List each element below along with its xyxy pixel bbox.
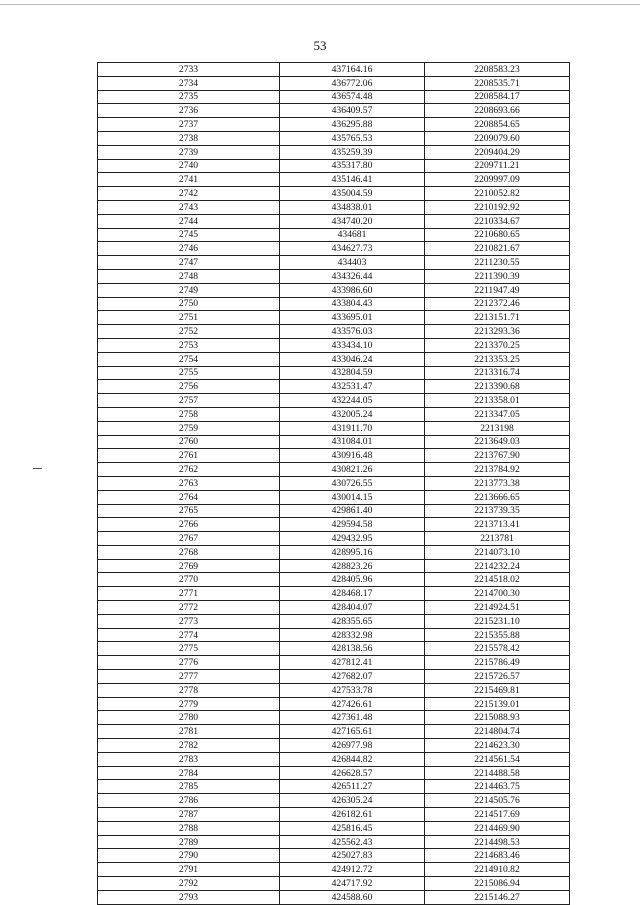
point-number-cell: 2793	[98, 890, 280, 904]
point-number-cell: 2746	[98, 242, 280, 256]
coordinates-table-container	[97, 62, 569, 905]
table-row	[98, 849, 570, 863]
x-coordinate-cell: 437164.16	[280, 63, 425, 77]
y-coordinate-cell: 2215088.93	[425, 711, 570, 725]
x-coordinate-cell: 431084.01	[280, 435, 425, 449]
x-coordinate-cell: 433804.43	[280, 297, 425, 311]
table-row	[98, 297, 570, 311]
y-coordinate-cell: 2214683.46	[425, 849, 570, 863]
table-row	[98, 490, 570, 504]
x-coordinate-cell: 433695.01	[280, 311, 425, 325]
point-number-cell: 2789	[98, 835, 280, 849]
table-row	[98, 601, 570, 615]
table-row	[98, 394, 570, 408]
point-number-cell: 2763	[98, 476, 280, 490]
point-number-cell: 2768	[98, 545, 280, 559]
y-coordinate-cell: 2214073.10	[425, 545, 570, 559]
x-coordinate-cell: 427426.61	[280, 697, 425, 711]
point-number-cell: 2748	[98, 269, 280, 283]
x-coordinate-cell: 426844.82	[280, 752, 425, 766]
x-coordinate-cell: 424912.72	[280, 863, 425, 877]
table-row	[98, 518, 570, 532]
x-coordinate-cell: 427812.41	[280, 656, 425, 670]
x-coordinate-cell: 428405.96	[280, 573, 425, 587]
point-number-cell: 2783	[98, 752, 280, 766]
x-coordinate-cell: 433576.03	[280, 325, 425, 339]
table-row	[98, 311, 570, 325]
table-row	[98, 242, 570, 256]
y-coordinate-cell: 2212372.46	[425, 297, 570, 311]
y-coordinate-cell: 2213390.68	[425, 380, 570, 394]
table-row	[98, 463, 570, 477]
x-coordinate-cell: 432005.24	[280, 407, 425, 421]
y-coordinate-cell: 2213739.35	[425, 504, 570, 518]
point-number-cell: 2777	[98, 670, 280, 684]
point-number-cell: 2761	[98, 449, 280, 463]
table-row	[98, 118, 570, 132]
table-row	[98, 628, 570, 642]
point-number-cell: 2757	[98, 394, 280, 408]
table-row	[98, 131, 570, 145]
table-row	[98, 421, 570, 435]
table-row	[98, 739, 570, 753]
y-coordinate-cell: 2213370.25	[425, 338, 570, 352]
y-coordinate-cell: 2214623.30	[425, 739, 570, 753]
y-coordinate-cell: 2213773.38	[425, 476, 570, 490]
table-row	[98, 863, 570, 877]
x-coordinate-cell: 434740.20	[280, 214, 425, 228]
point-number-cell: 2770	[98, 573, 280, 587]
point-number-cell: 2786	[98, 794, 280, 808]
y-coordinate-cell: 2213358.01	[425, 394, 570, 408]
table-row	[98, 90, 570, 104]
x-coordinate-cell: 429594.58	[280, 518, 425, 532]
point-number-cell: 2791	[98, 863, 280, 877]
table-row	[98, 559, 570, 573]
table-row	[98, 697, 570, 711]
table-row	[98, 173, 570, 187]
table-row	[98, 187, 570, 201]
y-coordinate-cell: 2214910.82	[425, 863, 570, 877]
x-coordinate-cell: 430916.48	[280, 449, 425, 463]
table-row	[98, 63, 570, 77]
point-number-cell: 2790	[98, 849, 280, 863]
y-coordinate-cell: 2213713.41	[425, 518, 570, 532]
point-number-cell: 2767	[98, 532, 280, 546]
page-number: 53	[313, 38, 327, 53]
y-coordinate-cell: 2215146.27	[425, 890, 570, 904]
x-coordinate-cell: 428823.26	[280, 559, 425, 573]
table-row	[98, 725, 570, 739]
table-row	[98, 877, 570, 891]
table-row	[98, 269, 570, 283]
point-number-cell: 2754	[98, 352, 280, 366]
x-coordinate-cell: 433986.60	[280, 283, 425, 297]
x-coordinate-cell: 426182.61	[280, 808, 425, 822]
y-coordinate-cell: 2214469.90	[425, 821, 570, 835]
x-coordinate-cell: 428995.16	[280, 545, 425, 559]
y-coordinate-cell: 2214518.02	[425, 573, 570, 587]
point-number-cell: 2785	[98, 780, 280, 794]
x-coordinate-cell: 435765.53	[280, 131, 425, 145]
y-coordinate-cell: 2213781	[425, 532, 570, 546]
table-row	[98, 656, 570, 670]
table-row	[98, 711, 570, 725]
point-number-cell: 2772	[98, 601, 280, 615]
point-number-cell: 2743	[98, 200, 280, 214]
table-row	[98, 338, 570, 352]
x-coordinate-cell: 427165.61	[280, 725, 425, 739]
y-coordinate-cell: 2210334.67	[425, 214, 570, 228]
x-coordinate-cell: 434838.01	[280, 200, 425, 214]
point-number-cell: 2733	[98, 63, 280, 77]
table-row	[98, 352, 570, 366]
coordinates-table-body	[98, 63, 570, 905]
y-coordinate-cell: 2210192.92	[425, 200, 570, 214]
table-row	[98, 214, 570, 228]
y-coordinate-cell: 2215355.88	[425, 628, 570, 642]
y-coordinate-cell: 2213151.71	[425, 311, 570, 325]
y-coordinate-cell: 2215726.57	[425, 670, 570, 684]
table-row	[98, 808, 570, 822]
table-row	[98, 670, 570, 684]
x-coordinate-cell: 431911.70	[280, 421, 425, 435]
x-coordinate-cell: 426977.98	[280, 739, 425, 753]
table-row	[98, 228, 570, 242]
point-number-cell: 2773	[98, 614, 280, 628]
x-coordinate-cell: 435004.59	[280, 187, 425, 201]
y-coordinate-cell: 2214463.75	[425, 780, 570, 794]
point-number-cell: 2781	[98, 725, 280, 739]
x-coordinate-cell: 427533.78	[280, 683, 425, 697]
x-coordinate-cell: 436574.48	[280, 90, 425, 104]
point-number-cell: 2765	[98, 504, 280, 518]
point-number-cell: 2742	[98, 187, 280, 201]
point-number-cell: 2771	[98, 587, 280, 601]
y-coordinate-cell: 2215231.10	[425, 614, 570, 628]
point-number-cell: 2735	[98, 90, 280, 104]
y-coordinate-cell: 2213353.25	[425, 352, 570, 366]
x-coordinate-cell: 425562.43	[280, 835, 425, 849]
table-row	[98, 587, 570, 601]
y-coordinate-cell: 2213784.92	[425, 463, 570, 477]
y-coordinate-cell: 2214498.53	[425, 835, 570, 849]
table-row	[98, 256, 570, 270]
x-coordinate-cell: 430014.15	[280, 490, 425, 504]
x-coordinate-cell: 432531.47	[280, 380, 425, 394]
y-coordinate-cell: 2210052.82	[425, 187, 570, 201]
table-row	[98, 435, 570, 449]
table-row	[98, 821, 570, 835]
x-coordinate-cell: 426511.27	[280, 780, 425, 794]
table-row	[98, 104, 570, 118]
y-coordinate-cell: 2208693.66	[425, 104, 570, 118]
point-number-cell: 2753	[98, 338, 280, 352]
point-number-cell: 2778	[98, 683, 280, 697]
point-number-cell: 2741	[98, 173, 280, 187]
x-coordinate-cell: 429432.95	[280, 532, 425, 546]
x-coordinate-cell: 435259.39	[280, 145, 425, 159]
top-scan-edge-line	[0, 4, 640, 5]
point-number-cell: 2759	[98, 421, 280, 435]
y-coordinate-cell: 2214700.30	[425, 587, 570, 601]
y-coordinate-cell: 2213649.03	[425, 435, 570, 449]
table-row	[98, 794, 570, 808]
x-coordinate-cell: 425816.45	[280, 821, 425, 835]
point-number-cell: 2751	[98, 311, 280, 325]
y-coordinate-cell: 2209079.60	[425, 131, 570, 145]
table-row	[98, 532, 570, 546]
table-row	[98, 573, 570, 587]
table-row	[98, 283, 570, 297]
table-row	[98, 145, 570, 159]
x-coordinate-cell: 428355.65	[280, 614, 425, 628]
point-number-cell: 2788	[98, 821, 280, 835]
x-coordinate-cell: 428468.17	[280, 587, 425, 601]
x-coordinate-cell: 429861.40	[280, 504, 425, 518]
table-row	[98, 380, 570, 394]
point-number-cell: 2766	[98, 518, 280, 532]
point-number-cell: 2736	[98, 104, 280, 118]
y-coordinate-cell: 2215469.81	[425, 683, 570, 697]
x-coordinate-cell: 426305.24	[280, 794, 425, 808]
point-number-cell: 2782	[98, 739, 280, 753]
y-coordinate-cell: 2215578.42	[425, 642, 570, 656]
y-coordinate-cell: 2214517.69	[425, 808, 570, 822]
y-coordinate-cell: 2209711.21	[425, 159, 570, 173]
x-coordinate-cell: 434627.73	[280, 242, 425, 256]
point-number-cell: 2779	[98, 697, 280, 711]
y-coordinate-cell: 2214232.24	[425, 559, 570, 573]
x-coordinate-cell: 433046.24	[280, 352, 425, 366]
table-row	[98, 752, 570, 766]
coordinates-table	[97, 62, 570, 905]
y-coordinate-cell: 2208583.23	[425, 63, 570, 77]
x-coordinate-cell: 436772.06	[280, 76, 425, 90]
y-coordinate-cell: 2213316.74	[425, 366, 570, 380]
y-coordinate-cell: 2210821.67	[425, 242, 570, 256]
table-row	[98, 159, 570, 173]
table-row	[98, 325, 570, 339]
point-number-cell: 2739	[98, 145, 280, 159]
y-coordinate-cell: 2208584.17	[425, 90, 570, 104]
x-coordinate-cell: 434681	[280, 228, 425, 242]
margin-dash-mark	[33, 468, 42, 469]
point-number-cell: 2775	[98, 642, 280, 656]
x-coordinate-cell: 432244.05	[280, 394, 425, 408]
x-coordinate-cell: 436409.57	[280, 104, 425, 118]
y-coordinate-cell: 2213293.36	[425, 325, 570, 339]
x-coordinate-cell: 435317.80	[280, 159, 425, 173]
table-row	[98, 476, 570, 490]
point-number-cell: 2738	[98, 131, 280, 145]
x-coordinate-cell: 424717.92	[280, 877, 425, 891]
y-coordinate-cell: 2211390.39	[425, 269, 570, 283]
y-coordinate-cell: 2211947.49	[425, 283, 570, 297]
table-row	[98, 545, 570, 559]
y-coordinate-cell: 2214804.74	[425, 725, 570, 739]
x-coordinate-cell: 428138.56	[280, 642, 425, 656]
x-coordinate-cell: 434326.44	[280, 269, 425, 283]
y-coordinate-cell: 2210680.65	[425, 228, 570, 242]
y-coordinate-cell: 2213767.90	[425, 449, 570, 463]
point-number-cell: 2752	[98, 325, 280, 339]
table-row	[98, 766, 570, 780]
y-coordinate-cell: 2215139.01	[425, 697, 570, 711]
x-coordinate-cell: 427682.07	[280, 670, 425, 684]
table-row	[98, 407, 570, 421]
y-coordinate-cell: 2215086.94	[425, 877, 570, 891]
y-coordinate-cell: 2214561.54	[425, 752, 570, 766]
y-coordinate-cell: 2213347.05	[425, 407, 570, 421]
x-coordinate-cell: 436295.88	[280, 118, 425, 132]
point-number-cell: 2756	[98, 380, 280, 394]
y-coordinate-cell: 2214924.51	[425, 601, 570, 615]
table-row	[98, 614, 570, 628]
point-number-cell: 2784	[98, 766, 280, 780]
x-coordinate-cell: 430821.26	[280, 463, 425, 477]
table-row	[98, 683, 570, 697]
table-row	[98, 449, 570, 463]
x-coordinate-cell: 428332.98	[280, 628, 425, 642]
table-row	[98, 504, 570, 518]
table-row	[98, 642, 570, 656]
y-coordinate-cell: 2214505.76	[425, 794, 570, 808]
point-number-cell: 2762	[98, 463, 280, 477]
y-coordinate-cell: 2208535.71	[425, 76, 570, 90]
point-number-cell: 2792	[98, 877, 280, 891]
point-number-cell: 2740	[98, 159, 280, 173]
point-number-cell: 2747	[98, 256, 280, 270]
x-coordinate-cell: 427361.48	[280, 711, 425, 725]
point-number-cell: 2764	[98, 490, 280, 504]
table-row	[98, 780, 570, 794]
x-coordinate-cell: 430726.55	[280, 476, 425, 490]
table-row	[98, 890, 570, 904]
x-coordinate-cell: 433434.10	[280, 338, 425, 352]
point-number-cell: 2787	[98, 808, 280, 822]
y-coordinate-cell: 2213666.65	[425, 490, 570, 504]
y-coordinate-cell: 2208854.65	[425, 118, 570, 132]
table-row	[98, 366, 570, 380]
x-coordinate-cell: 428404.07	[280, 601, 425, 615]
point-number-cell: 2780	[98, 711, 280, 725]
point-number-cell: 2749	[98, 283, 280, 297]
table-row	[98, 835, 570, 849]
y-coordinate-cell: 2209404.29	[425, 145, 570, 159]
point-number-cell: 2769	[98, 559, 280, 573]
x-coordinate-cell: 435146.41	[280, 173, 425, 187]
point-number-cell: 2776	[98, 656, 280, 670]
x-coordinate-cell: 424588.60	[280, 890, 425, 904]
y-coordinate-cell: 2209997.09	[425, 173, 570, 187]
point-number-cell: 2755	[98, 366, 280, 380]
point-number-cell: 2760	[98, 435, 280, 449]
x-coordinate-cell: 434403	[280, 256, 425, 270]
y-coordinate-cell: 2215786.49	[425, 656, 570, 670]
y-coordinate-cell: 2214488.58	[425, 766, 570, 780]
point-number-cell: 2745	[98, 228, 280, 242]
point-number-cell: 2774	[98, 628, 280, 642]
point-number-cell: 2750	[98, 297, 280, 311]
table-row	[98, 200, 570, 214]
point-number-cell: 2758	[98, 407, 280, 421]
y-coordinate-cell: 2211230.55	[425, 256, 570, 270]
x-coordinate-cell: 425027.83	[280, 849, 425, 863]
x-coordinate-cell: 426628.57	[280, 766, 425, 780]
point-number-cell: 2737	[98, 118, 280, 132]
point-number-cell: 2744	[98, 214, 280, 228]
point-number-cell: 2734	[98, 76, 280, 90]
y-coordinate-cell: 2213198	[425, 421, 570, 435]
table-row	[98, 76, 570, 90]
x-coordinate-cell: 432804.59	[280, 366, 425, 380]
